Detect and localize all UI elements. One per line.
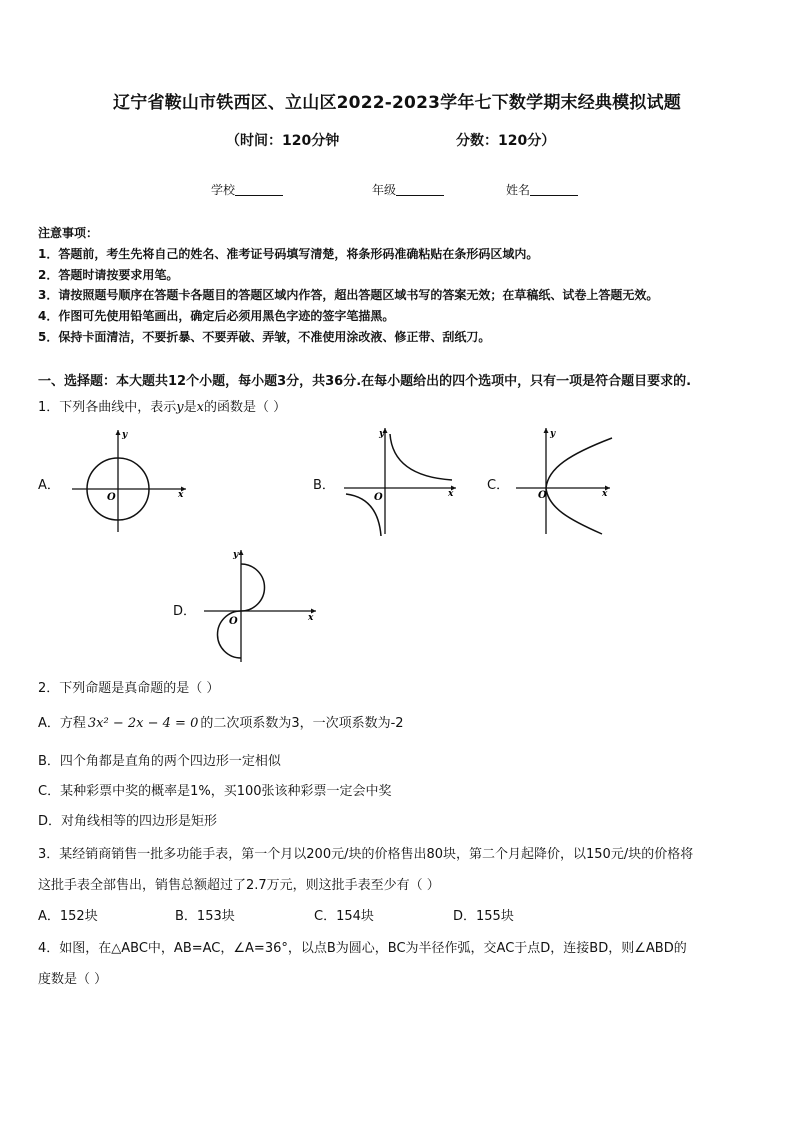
q3-option-a[interactable]: A．152块: [38, 909, 98, 924]
grade-blank[interactable]: [396, 183, 444, 196]
axis-x-label: x: [178, 490, 184, 500]
note-item: 1．答题前，考生先将自己的姓名、准考证号码填写清楚，将条形码准确粘贴在条形码区域内。: [38, 247, 539, 261]
q3-option-d[interactable]: D．155块: [453, 909, 514, 924]
q1-graph-d: [200, 544, 322, 666]
q3-option-c[interactable]: C．154块: [314, 909, 374, 924]
q2-option-d[interactable]: D．对角线相等的四边形是矩形: [38, 814, 218, 829]
school-blank[interactable]: [235, 183, 283, 196]
page-title: 辽宁省鞍山市铁西区、立山区2022-2023学年七下数学期末经典模拟试题: [113, 93, 681, 113]
name-field[interactable]: [506, 181, 578, 198]
section-heading: 一、选择题：本大题共12个小题，每小题3分，共36分.在每小题给出的四个选项中，只有一项是符合题目要求的.: [38, 374, 692, 389]
notes-heading: 注意事项：: [38, 226, 99, 240]
axis-x-label: x: [602, 489, 608, 499]
note-item: 2．答题时请按要求用笔。: [38, 268, 179, 282]
axis-y-label: y: [233, 550, 239, 560]
axis-y-label: y: [379, 429, 385, 439]
q1-option-b-label[interactable]: B．: [313, 478, 335, 493]
origin-label: O: [229, 616, 238, 627]
school-field[interactable]: [211, 181, 283, 198]
q1-option-c-label[interactable]: C．: [487, 478, 510, 493]
question-4-line1: 4．如图，在△ABC中，AB=AC，∠A=36°，以点B为圆心，BC为半径作弧，交AC于点D，连接BD，则∠ABD的: [38, 941, 687, 956]
q1-option-a-label[interactable]: A．: [38, 478, 60, 493]
q2-equation: 3x² − 2x − 4 = 0: [87, 716, 199, 731]
q1-graph-a: [68, 424, 192, 536]
q1-option-d-label[interactable]: D．: [173, 604, 197, 619]
q2-option-a[interactable]: A．方程 3x² − 2x − 4 = 0 的二次项系数为3，一次项系数为-2: [38, 716, 404, 731]
note-item: 3．请按照题号顺序在答题卡各题目的答题区域内作答，超出答题区域书写的答案无效；在草稿纸、试卷上答题无效。: [38, 288, 659, 302]
origin-label: O: [374, 492, 383, 503]
q2-option-b[interactable]: B．四个角都是直角的两个四边形一定相似: [38, 754, 281, 769]
q2-option-c[interactable]: C．某种彩票中奖的概率是1%，买100张该种彩票一定会中奖: [38, 784, 392, 799]
school-label: 学校: [211, 183, 236, 197]
q1-graph-b: [340, 424, 464, 536]
name-blank[interactable]: [530, 183, 578, 196]
note-item: 5．保持卡面清洁，不要折暴、不要弄破、弄皱，不准使用涂改液、修正带、刮纸刀。: [38, 330, 491, 344]
axis-y-label: y: [550, 429, 556, 439]
question-3-line1: 3．某经销商销售一批多功能手表，第一个月以200元/块的价格售出80块，第二个月起降价，以150元/块的价格将: [38, 847, 694, 862]
axis-x-label: x: [308, 613, 314, 623]
note-item: 4．作图可先使用铅笔画出，确定后必须用黑色字迹的签字笔描黑。: [38, 309, 395, 323]
question-3-line2: 这批手表全部售出，销售总额超过了2.7万元，则这批手表至少有（ ）: [38, 878, 440, 893]
question-4-line2: 度数是（ ）: [38, 972, 108, 987]
grade-label: 年级: [372, 183, 397, 197]
name-label: 姓名: [506, 183, 531, 197]
axis-y-label: y: [122, 430, 128, 440]
origin-label: O: [538, 490, 547, 501]
grade-field[interactable]: [372, 181, 444, 198]
q3-option-b[interactable]: B．153块: [175, 909, 235, 924]
question-1-stem: 1．下列各曲线中，表示y是x的函数是（ ）: [38, 400, 287, 415]
exam-time: （时间：120分钟: [226, 133, 340, 149]
origin-label: O: [107, 492, 116, 503]
q1-graph-c: [510, 424, 618, 536]
question-2-stem: 2．下列命题是真命题的是（ ）: [38, 681, 220, 696]
exam-score: 分数：120分）: [456, 133, 556, 149]
axis-x-label: x: [448, 489, 454, 499]
